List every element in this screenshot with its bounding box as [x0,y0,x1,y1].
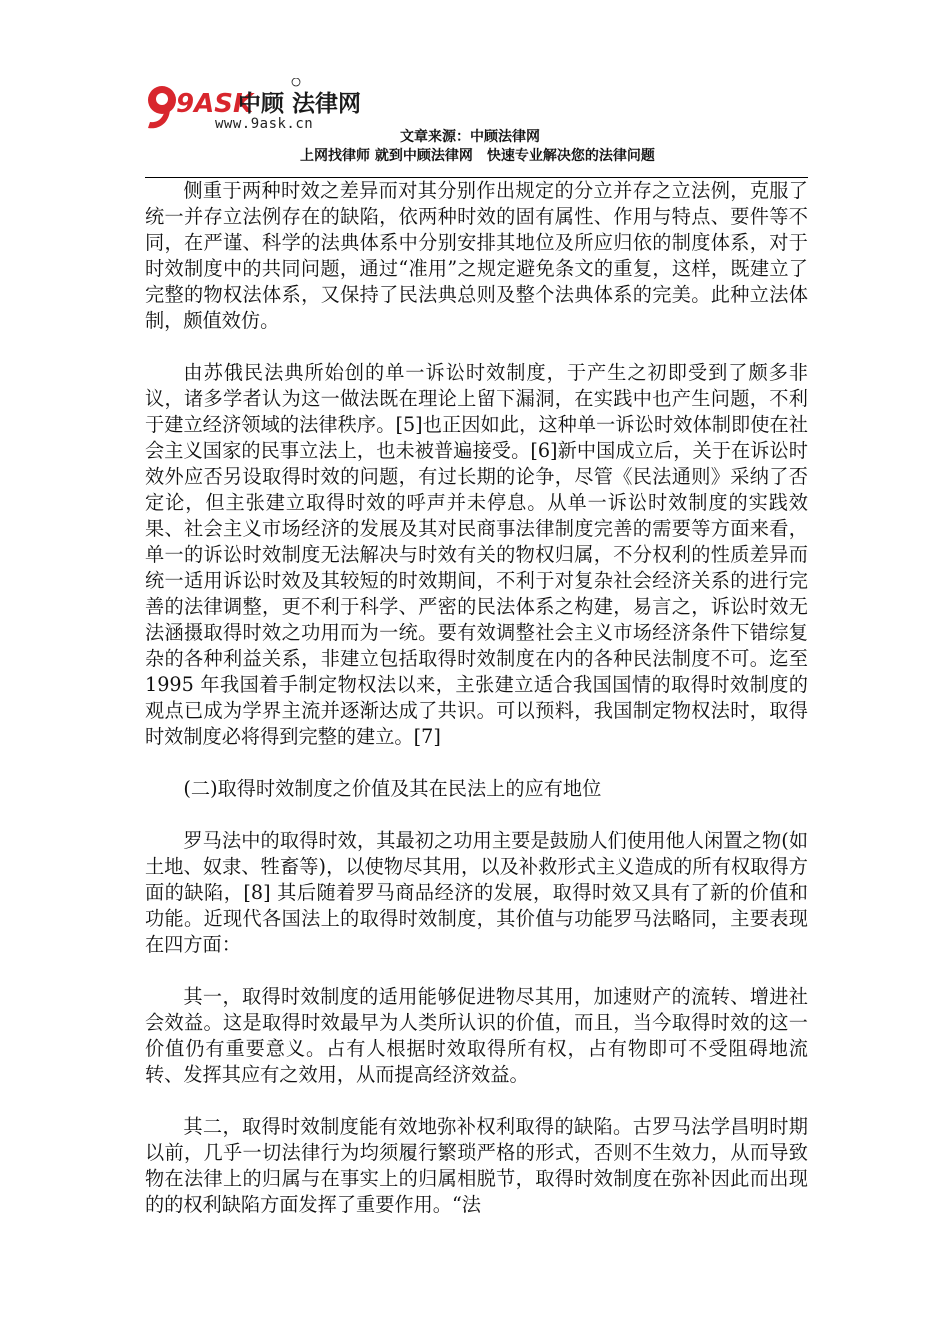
slogan-line: 上网找律师 就到中顾法律网 快速专业解决您的法律问题 [300,148,655,164]
paragraph-4: 其一，取得时效制度的适用能够促进物尽其用，加速财产的流转、增进社会效益。这是取得时效最早为人类所认识的价值，而且，当今取得时效的这一价值仍有重要意义。占有人根据时效取得所有权，占有物即可不受阻碍地流转、发挥其应有之效用，从而提高经济效益。 [145,985,808,1086]
paragraph-2: 由苏俄民法典所始创的单一诉讼时效制度，于产生之初即受到了颇多非议，诸多学者认为这一做法既在理论上留下漏洞，在实践中也产生问题，不利于建立经济领域的法律秩序。[5]也正因如此，这种单一诉讼时效体制即使在社会主义国家的民事立法上，也未被普遍接受。[6]新中国成立后，关于在诉讼时效外应否另设取得时效的问题，有过长期的论争，尽管《民法通则》采纳了否定论，但主张建立取得时效的呼声并未停息。从单一诉讼时效制度的实践效果、社会主义市场经济的发展及其对民商事法律制度完善的需要等方面来看，单一的诉讼时效制度无法解决与时效有关的物权归属，不分权利的性质差异而统一适用诉讼时效及其较短的时效期间，不利于对复杂社会经济关系的进行完善的法律调整，更不利于科学、严密的民法体系之构建，易言之，诉讼时效无法涵摄取得时效之功用而为一统。要有效调整社会主义市场经济条件下错综复杂的各种利益关系，非建立包括取得时效制度在内的各种民法制度不可。迄至 1995 年我国着手制定物权法以来，主张建立适合我国国情的取得时效制度的观点已成为学界主流并逐渐达成了共识。可以预料，我国制定物权法时，取得时效制度必将得到完整的建立。[7] [145,361,808,748]
logo-brand: 9ASK [176,89,254,119]
source-block [300,128,760,166]
section-heading: (二)取得时效制度之价值及其在民法上的应有地位 [183,777,602,800]
paragraph-5: 其二，取得时效制度能有效地弥补权利取得的缺陷。古罗马法学昌明时期以前，几乎一切法律行为均须履行繁琐严格的形式，否则不生效力，从而导致物在法律上的归属与在事实上的归属相脱节，取得时效制度在弥补因此而出现的的权利缺陷方面发挥了重要作用。“法 [145,1115,808,1216]
paragraph-1: 侧重于两种时效之差异而对其分别作出规定的分立并存之立法例，克服了统一并存立法例存在的缺陷，依两种时效的固有属性、作用与特点、要件等不同，在严谨、科学的法典体系中分别安排其地位及所应归依的制度体系，对于时效制度中的共同问题，通过“准用”之规定避免条文的重复，这样，既建立了完整的物权法体系，又保持了民法典总则及整个法典体系的完美。此种立法体制，颇值效仿。 [145,179,808,332]
source-line: 文章来源：中顾法律网 [400,129,540,145]
logo-cn: 中顾 法律网 [238,91,362,117]
paragraph-3: 罗马法中的取得时效，其最初之功用主要是鼓励人们使用他人闲置之物(如土地、奴隶、牲畜等)，以使物尽其用，以及补救形式主义造成的所有权取得方面的缺陷，[8] 其后随着罗马商品经济的发展，取得时效又具有了新的价值和功能。近现代各国法上的取得时效制度，其价值与功能罗马法略同，主要表现在四方面： [145,829,808,956]
logo-url: www.9ask.cn [215,116,314,132]
article-body [145,178,808,1244]
